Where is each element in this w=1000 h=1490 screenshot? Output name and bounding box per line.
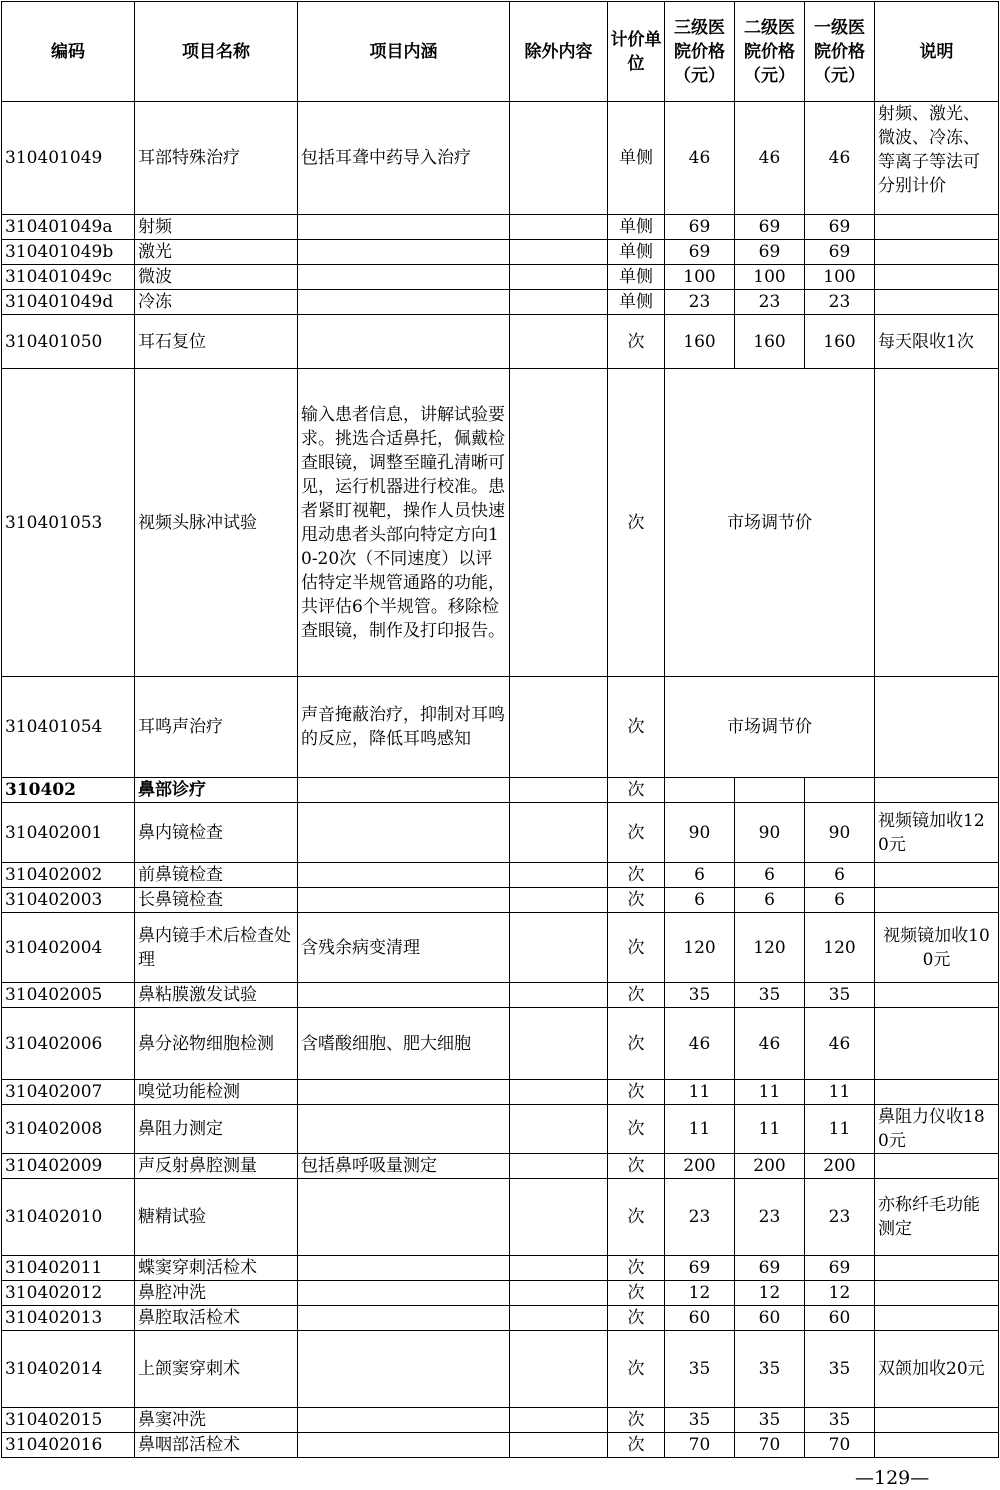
cell-code: 310402016 <box>2 1433 135 1458</box>
table-row <box>2 1008 999 1080</box>
cell-price2: 69 <box>735 240 805 265</box>
cell-note <box>875 1306 999 1331</box>
cell-name: 鼻阻力测定 <box>135 1105 298 1154</box>
cell-content <box>298 1179 510 1256</box>
cell-price1: 69 <box>805 215 875 240</box>
cell-price1: 120 <box>805 913 875 983</box>
cell-price1: 35 <box>805 1331 875 1408</box>
cell-price1: 70 <box>805 1433 875 1458</box>
cell-code: 310402009 <box>2 1154 135 1179</box>
cell-price3: 120 <box>665 913 735 983</box>
header-name: 项目名称 <box>135 2 298 102</box>
cell-excluded <box>510 290 608 315</box>
cell-note <box>875 778 999 803</box>
header-unit: 计价单位 <box>608 2 665 102</box>
cell-excluded <box>510 315 608 369</box>
cell-excluded <box>510 265 608 290</box>
cell-excluded <box>510 913 608 983</box>
header-excluded: 除外内容 <box>510 2 608 102</box>
cell-excluded <box>510 1408 608 1433</box>
cell-name: 上颌窦穿刺术 <box>135 1331 298 1408</box>
table-row <box>2 863 999 888</box>
cell-content <box>298 215 510 240</box>
cell-note <box>875 1008 999 1080</box>
cell-note <box>875 290 999 315</box>
cell-code: 310401049b <box>2 240 135 265</box>
cell-unit: 次 <box>608 983 665 1008</box>
cell-price3: 11 <box>665 1105 735 1154</box>
table-row <box>2 983 999 1008</box>
cell-name: 鼻内镜手术后检查处理 <box>135 913 298 983</box>
cell-code: 310402014 <box>2 1331 135 1408</box>
cell-name: 鼻腔取活检术 <box>135 1306 298 1331</box>
cell-price3: 46 <box>665 1008 735 1080</box>
cell-price1: 69 <box>805 240 875 265</box>
cell-price2: 6 <box>735 888 805 913</box>
cell-excluded <box>510 778 608 803</box>
cell-content <box>298 863 510 888</box>
table-row <box>2 290 999 315</box>
cell-excluded <box>510 1306 608 1331</box>
cell-price2: 90 <box>735 803 805 863</box>
cell-price2: 200 <box>735 1154 805 1179</box>
cell-code: 310402006 <box>2 1008 135 1080</box>
cell-code: 310401053 <box>2 369 135 677</box>
cell-code: 310402008 <box>2 1105 135 1154</box>
table-row <box>2 240 999 265</box>
cell-price3: 90 <box>665 803 735 863</box>
cell-note <box>875 102 999 215</box>
header-price1: 一级医院价格（元） <box>805 2 875 102</box>
cell-code: 310401049c <box>2 265 135 290</box>
cell-code: 310401054 <box>2 677 135 778</box>
cell-price2: 11 <box>735 1080 805 1105</box>
cell-code: 310401049 <box>2 102 135 215</box>
cell-market-price: 市场调节价 <box>665 369 875 677</box>
cell-excluded <box>510 1008 608 1080</box>
cell-price3: 69 <box>665 215 735 240</box>
cell-price2: 160 <box>735 315 805 369</box>
cell-note-text: 射频、激光、微波、冷冻、等离子等法可分别计价 <box>878 104 980 196</box>
cell-unit: 次 <box>608 1408 665 1433</box>
cell-note <box>875 983 999 1008</box>
cell-price3: 35 <box>665 983 735 1008</box>
cell-excluded <box>510 677 608 778</box>
cell-unit: 次 <box>608 888 665 913</box>
cell-unit: 次 <box>608 315 665 369</box>
cell-note <box>875 677 999 778</box>
table-row <box>2 369 999 677</box>
cell-content <box>298 1408 510 1433</box>
cell-unit: 次 <box>608 803 665 863</box>
cell-name: 声反射鼻腔测量 <box>135 1154 298 1179</box>
cell-price3: 69 <box>665 240 735 265</box>
cell-content <box>298 290 510 315</box>
cell-excluded <box>510 369 608 677</box>
cell-name: 鼻部诊疗 <box>135 778 298 803</box>
cell-note: 视频镜加收120元 <box>875 803 999 863</box>
cell-price2: 70 <box>735 1433 805 1458</box>
cell-content <box>298 1331 510 1408</box>
cell-content <box>298 315 510 369</box>
cell-excluded <box>510 803 608 863</box>
cell-note <box>875 863 999 888</box>
cell-content <box>298 1080 510 1105</box>
table-row <box>2 1179 999 1256</box>
cell-name: 鼻粘膜激发试验 <box>135 983 298 1008</box>
cell-code: 310402010 <box>2 1179 135 1256</box>
cell-unit: 单侧 <box>608 102 665 215</box>
cell-excluded <box>510 1105 608 1154</box>
cell-excluded <box>510 1281 608 1306</box>
cell-price1: 60 <box>805 1306 875 1331</box>
cell-price3: 23 <box>665 290 735 315</box>
cell-price3: 69 <box>665 1256 735 1281</box>
cell-note: 亦称纤毛功能测定 <box>875 1179 999 1256</box>
cell-content <box>298 240 510 265</box>
cell-unit: 次 <box>608 863 665 888</box>
section-row <box>2 778 999 803</box>
cell-price2: 35 <box>735 983 805 1008</box>
cell-price1: 46 <box>805 1008 875 1080</box>
cell-price1: 11 <box>805 1105 875 1154</box>
table-row <box>2 803 999 863</box>
cell-unit: 次 <box>608 1179 665 1256</box>
header-row <box>2 2 999 102</box>
cell-content <box>298 1256 510 1281</box>
table-row <box>2 1154 999 1179</box>
cell-price2: 23 <box>735 290 805 315</box>
cell-note: 鼻阻力仪收180元 <box>875 1105 999 1154</box>
cell-price2: 46 <box>735 102 805 215</box>
cell-unit: 次 <box>608 778 665 803</box>
cell-name: 耳鸣声治疗 <box>135 677 298 778</box>
cell-code: 310402011 <box>2 1256 135 1281</box>
cell-excluded <box>510 102 608 215</box>
table-row <box>2 1281 999 1306</box>
header-note: 说明 <box>875 2 999 102</box>
cell-name: 耳部特殊治疗 <box>135 102 298 215</box>
cell-excluded <box>510 1080 608 1105</box>
cell-excluded <box>510 983 608 1008</box>
cell-price1: 23 <box>805 290 875 315</box>
price-table <box>1 1 999 1458</box>
cell-price3: 46 <box>665 102 735 215</box>
cell-unit: 次 <box>608 1008 665 1080</box>
table-row <box>2 888 999 913</box>
cell-price1: 35 <box>805 1408 875 1433</box>
cell-price3: 35 <box>665 1331 735 1408</box>
cell-price2: 120 <box>735 913 805 983</box>
table-row <box>2 677 999 778</box>
cell-note <box>875 369 999 677</box>
cell-price3: 60 <box>665 1306 735 1331</box>
cell-excluded <box>510 215 608 240</box>
cell-content: 含残余病变清理 <box>298 913 510 983</box>
table-row <box>2 215 999 240</box>
cell-name: 鼻腔冲洗 <box>135 1281 298 1306</box>
table-row <box>2 265 999 290</box>
cell-name: 激光 <box>135 240 298 265</box>
cell-name: 蝶窦穿刺活检术 <box>135 1256 298 1281</box>
cell-name: 视频头脉冲试验 <box>135 369 298 677</box>
cell-note: 视频镜加收100元 <box>875 913 999 983</box>
cell-price3: 100 <box>665 265 735 290</box>
cell-price1: 6 <box>805 888 875 913</box>
cell-unit: 次 <box>608 913 665 983</box>
cell-price2: 12 <box>735 1281 805 1306</box>
cell-unit: 次 <box>608 1306 665 1331</box>
cell-code: 310402003 <box>2 888 135 913</box>
cell-content <box>298 1105 510 1154</box>
cell-name: 耳石复位 <box>135 315 298 369</box>
cell-price3 <box>665 778 735 803</box>
table-row <box>2 913 999 983</box>
cell-excluded <box>510 863 608 888</box>
cell-unit: 次 <box>608 1331 665 1408</box>
cell-excluded <box>510 1331 608 1408</box>
table-row <box>2 1080 999 1105</box>
header-content: 项目内涵 <box>298 2 510 102</box>
cell-code: 310402007 <box>2 1080 135 1105</box>
cell-unit: 次 <box>608 1281 665 1306</box>
cell-name: 鼻窦冲洗 <box>135 1408 298 1433</box>
cell-name: 糖精试验 <box>135 1179 298 1256</box>
cell-unit: 单侧 <box>608 290 665 315</box>
cell-name: 冷冻 <box>135 290 298 315</box>
header-code: 编码 <box>2 2 135 102</box>
table-row <box>2 1256 999 1281</box>
table-row <box>2 315 999 369</box>
cell-unit: 次 <box>608 1105 665 1154</box>
table-row <box>2 1433 999 1458</box>
cell-excluded <box>510 1433 608 1458</box>
cell-name: 射频 <box>135 215 298 240</box>
cell-name: 鼻咽部活检术 <box>135 1433 298 1458</box>
cell-unit: 次 <box>608 677 665 778</box>
cell-unit: 次 <box>608 1080 665 1105</box>
cell-price2: 11 <box>735 1105 805 1154</box>
header-price3: 三级医院价格（元） <box>665 2 735 102</box>
cell-content <box>298 1281 510 1306</box>
cell-content <box>298 888 510 913</box>
cell-content <box>298 1433 510 1458</box>
cell-price2 <box>735 778 805 803</box>
cell-unit: 次 <box>608 1433 665 1458</box>
cell-code: 310402004 <box>2 913 135 983</box>
cell-note <box>875 1433 999 1458</box>
cell-code: 310401050 <box>2 315 135 369</box>
cell-market-price: 市场调节价 <box>665 677 875 778</box>
cell-note <box>875 888 999 913</box>
cell-price2: 60 <box>735 1306 805 1331</box>
cell-price2: 69 <box>735 215 805 240</box>
cell-code: 310402001 <box>2 803 135 863</box>
cell-name: 鼻内镜检查 <box>135 803 298 863</box>
cell-content <box>298 1306 510 1331</box>
cell-price1: 23 <box>805 1179 875 1256</box>
cell-price3: 6 <box>665 863 735 888</box>
cell-price1: 100 <box>805 265 875 290</box>
table-row <box>2 1306 999 1331</box>
cell-unit: 单侧 <box>608 240 665 265</box>
cell-content <box>298 265 510 290</box>
cell-name: 微波 <box>135 265 298 290</box>
cell-code: 310402 <box>2 778 135 803</box>
cell-price3: 35 <box>665 1408 735 1433</box>
table-row <box>2 1331 999 1408</box>
cell-price1: 69 <box>805 1256 875 1281</box>
cell-excluded <box>510 888 608 913</box>
cell-excluded <box>510 1179 608 1256</box>
page-number: —129— <box>855 1467 930 1489</box>
cell-code: 310402012 <box>2 1281 135 1306</box>
cell-unit: 次 <box>608 1256 665 1281</box>
cell-price3: 12 <box>665 1281 735 1306</box>
cell-note: 每天限收1次 <box>875 315 999 369</box>
table-row <box>2 1408 999 1433</box>
cell-price1: 35 <box>805 983 875 1008</box>
cell-price1: 90 <box>805 803 875 863</box>
cell-price2: 35 <box>735 1408 805 1433</box>
table-row <box>2 102 999 215</box>
cell-note <box>875 265 999 290</box>
cell-content: 输入患者信息，讲解试验要求。挑选合适鼻托，佩戴检查眼镜，调整至瞳孔清晰可见，运行机器进行校准。患者紧盯视靶，操作人员快速甩动患者头部向特定方向10-20次（不同速度）以评估特定半规管通路的功能，共评估6个半规管。移除检查眼镜，制作及打印报告。 <box>298 369 510 677</box>
cell-price1: 12 <box>805 1281 875 1306</box>
cell-price3: 160 <box>665 315 735 369</box>
cell-price3: 11 <box>665 1080 735 1105</box>
cell-unit: 单侧 <box>608 265 665 290</box>
cell-price2: 23 <box>735 1179 805 1256</box>
cell-code: 310402013 <box>2 1306 135 1331</box>
cell-price1: 200 <box>805 1154 875 1179</box>
cell-note <box>875 1256 999 1281</box>
cell-price1 <box>805 778 875 803</box>
cell-code: 310401049d <box>2 290 135 315</box>
cell-unit: 次 <box>608 369 665 677</box>
cell-note <box>875 1408 999 1433</box>
cell-price2: 46 <box>735 1008 805 1080</box>
cell-name: 鼻分泌物细胞检测 <box>135 1008 298 1080</box>
cell-price3: 200 <box>665 1154 735 1179</box>
cell-note <box>875 1080 999 1105</box>
table-row <box>2 1105 999 1154</box>
cell-price3: 70 <box>665 1433 735 1458</box>
cell-content: 包括耳聋中药导入治疗 <box>298 102 510 215</box>
cell-code: 310402015 <box>2 1408 135 1433</box>
cell-code: 310402005 <box>2 983 135 1008</box>
cell-note <box>875 240 999 265</box>
cell-price2: 35 <box>735 1331 805 1408</box>
cell-content: 包括鼻呼吸量测定 <box>298 1154 510 1179</box>
cell-name: 嗅觉功能检测 <box>135 1080 298 1105</box>
cell-unit: 次 <box>608 1154 665 1179</box>
cell-content <box>298 983 510 1008</box>
cell-note <box>875 1281 999 1306</box>
cell-unit: 单侧 <box>608 215 665 240</box>
cell-code: 310401049a <box>2 215 135 240</box>
cell-excluded <box>510 240 608 265</box>
cell-note <box>875 215 999 240</box>
cell-price1: 160 <box>805 315 875 369</box>
cell-name: 前鼻镜检查 <box>135 863 298 888</box>
cell-content <box>298 803 510 863</box>
cell-code: 310402002 <box>2 863 135 888</box>
cell-price1: 6 <box>805 863 875 888</box>
cell-excluded <box>510 1256 608 1281</box>
cell-excluded <box>510 1154 608 1179</box>
cell-price2: 69 <box>735 1256 805 1281</box>
cell-name: 长鼻镜检查 <box>135 888 298 913</box>
cell-price1: 11 <box>805 1080 875 1105</box>
cell-price1: 46 <box>805 102 875 215</box>
cell-content: 含嗜酸细胞、肥大细胞 <box>298 1008 510 1080</box>
cell-price3: 6 <box>665 888 735 913</box>
header-price2: 二级医院价格（元） <box>735 2 805 102</box>
cell-note <box>875 1154 999 1179</box>
cell-price3: 23 <box>665 1179 735 1256</box>
cell-content <box>298 778 510 803</box>
cell-price2: 6 <box>735 863 805 888</box>
cell-note: 双颌加收20元 <box>875 1331 999 1408</box>
cell-price2: 100 <box>735 265 805 290</box>
cell-content: 声音掩蔽治疗，抑制对耳鸣的反应，降低耳鸣感知 <box>298 677 510 778</box>
